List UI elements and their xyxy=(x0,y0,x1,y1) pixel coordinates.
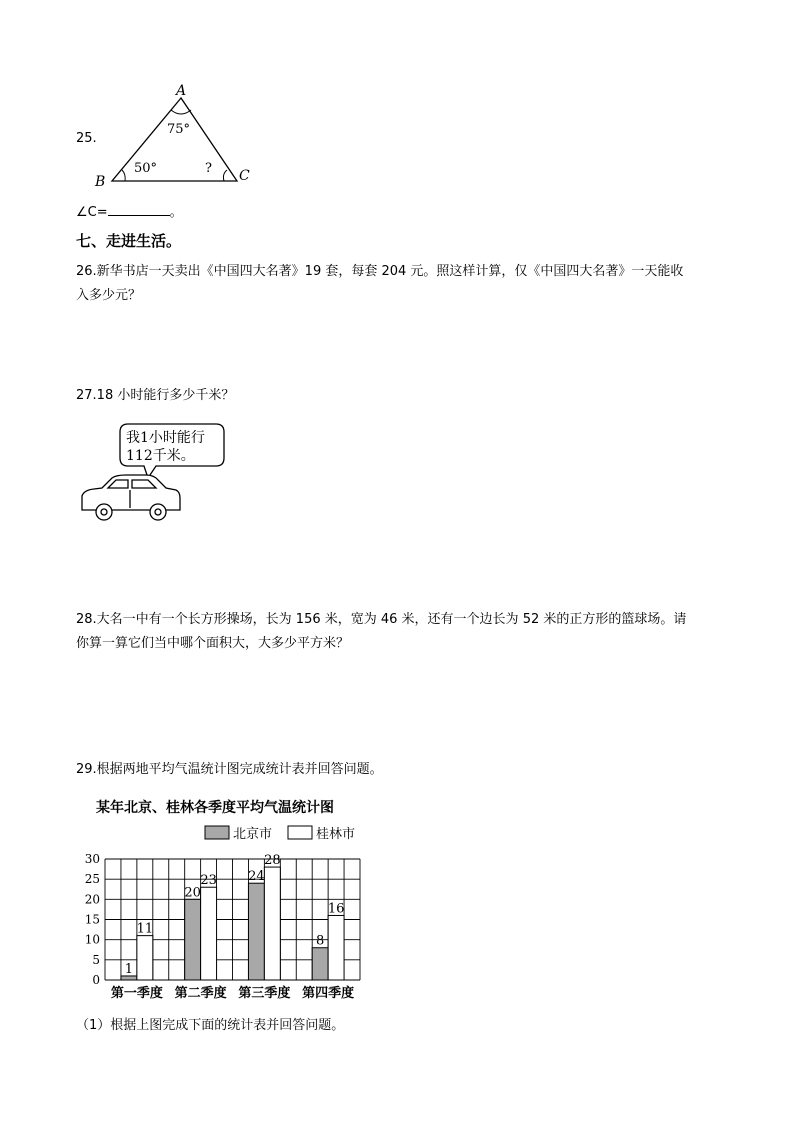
angle-a-value: 75° xyxy=(167,122,191,137)
angle-a-arc xyxy=(171,110,191,114)
y-tick-label: 30 xyxy=(84,852,100,866)
x-category-label: 第三季度 xyxy=(238,986,291,1001)
bar-beijing xyxy=(248,883,264,980)
bar-value-label: 28 xyxy=(264,853,281,869)
bar-value-label: 1 xyxy=(124,961,134,977)
bar-value-label: 23 xyxy=(200,873,217,889)
y-tick-label: 15 xyxy=(84,912,100,927)
question-26-line-2: 入多少元？ xyxy=(76,288,142,303)
answer-suffix: 。 xyxy=(169,205,183,220)
angle-c-value: ? xyxy=(205,161,212,176)
angle-b-arc xyxy=(122,170,125,181)
bar-guilin xyxy=(137,936,153,980)
triangle-shape xyxy=(112,98,237,181)
bar-beijing xyxy=(185,899,201,980)
angle-b-value: 50° xyxy=(134,161,158,176)
question-29-text: 29.根据两地平均气温统计图完成统计表并回答问题。 xyxy=(76,762,383,777)
bar-beijing xyxy=(312,948,328,980)
angle-c-arc xyxy=(223,170,227,181)
legend-swatch-guilin xyxy=(288,826,312,839)
vertex-c-label: C xyxy=(239,168,250,184)
temperature-bar-chart xyxy=(80,792,380,1007)
y-tick-label: 0 xyxy=(92,973,100,987)
car-illustration xyxy=(78,420,238,528)
y-tick-label: 10 xyxy=(84,932,100,947)
bar-value-label: 8 xyxy=(316,933,325,949)
x-category-label: 第四季度 xyxy=(302,986,355,1001)
section-7-title: 七、走进生活。 xyxy=(76,232,182,250)
answer-blank[interactable] xyxy=(108,202,170,216)
answer-prefix: ∠C= xyxy=(76,205,108,220)
chart-title: 某年北京、桂林各季度平均气温统计图 xyxy=(96,800,334,816)
y-tick-label: 5 xyxy=(92,952,100,967)
vertex-b-label: B xyxy=(95,174,106,190)
bubble-text-line-2: 112千米。 xyxy=(126,448,195,464)
y-tick-label: 25 xyxy=(84,872,100,887)
legend-label-guilin: 桂林市 xyxy=(316,827,356,842)
question-25-answer xyxy=(76,201,183,225)
bar-value-label: 16 xyxy=(327,901,345,917)
question-27-text: 27.18 小时能行多少千米？ xyxy=(76,388,235,403)
vertex-a-label: A xyxy=(176,83,187,99)
car-icon xyxy=(82,475,180,520)
x-category-label: 第一季度 xyxy=(110,986,163,1001)
chart-legend xyxy=(205,826,355,842)
legend-label-beijing: 北京市 xyxy=(233,827,273,842)
bar-guilin xyxy=(201,887,217,980)
bar-guilin xyxy=(264,867,280,980)
y-tick-label: 20 xyxy=(84,892,100,907)
legend-swatch-beijing xyxy=(205,826,229,839)
bar-value-label: 20 xyxy=(184,885,201,901)
question-29-sub-1: （1）根据上图完成下面的统计表并回答问题。 xyxy=(76,1018,345,1033)
x-category-label: 第二季度 xyxy=(174,986,227,1001)
bar-value-label: 11 xyxy=(136,921,154,937)
question-25-number: 25. xyxy=(76,131,97,146)
question-28-line-1: 28.大名一中有一个长方形操场，长为 156 米，宽为 46 米，还有一个边长为 52 米的正方形的篮球场。请 xyxy=(76,612,687,627)
bubble-text-line-1: 我1小时能行 xyxy=(126,430,205,446)
bar-value-label: 24 xyxy=(248,869,265,885)
triangle-figure xyxy=(90,82,260,190)
question-26-line-1: 26.新华书店一天卖出《中国四大名著》19 套，每套 204 元。照这样计算，仅《中国四大名著》一天能收 xyxy=(76,264,684,279)
bar-guilin xyxy=(328,915,344,980)
question-28-line-2: 你算一算它们当中哪个面积大，大多少平方米？ xyxy=(76,636,350,651)
